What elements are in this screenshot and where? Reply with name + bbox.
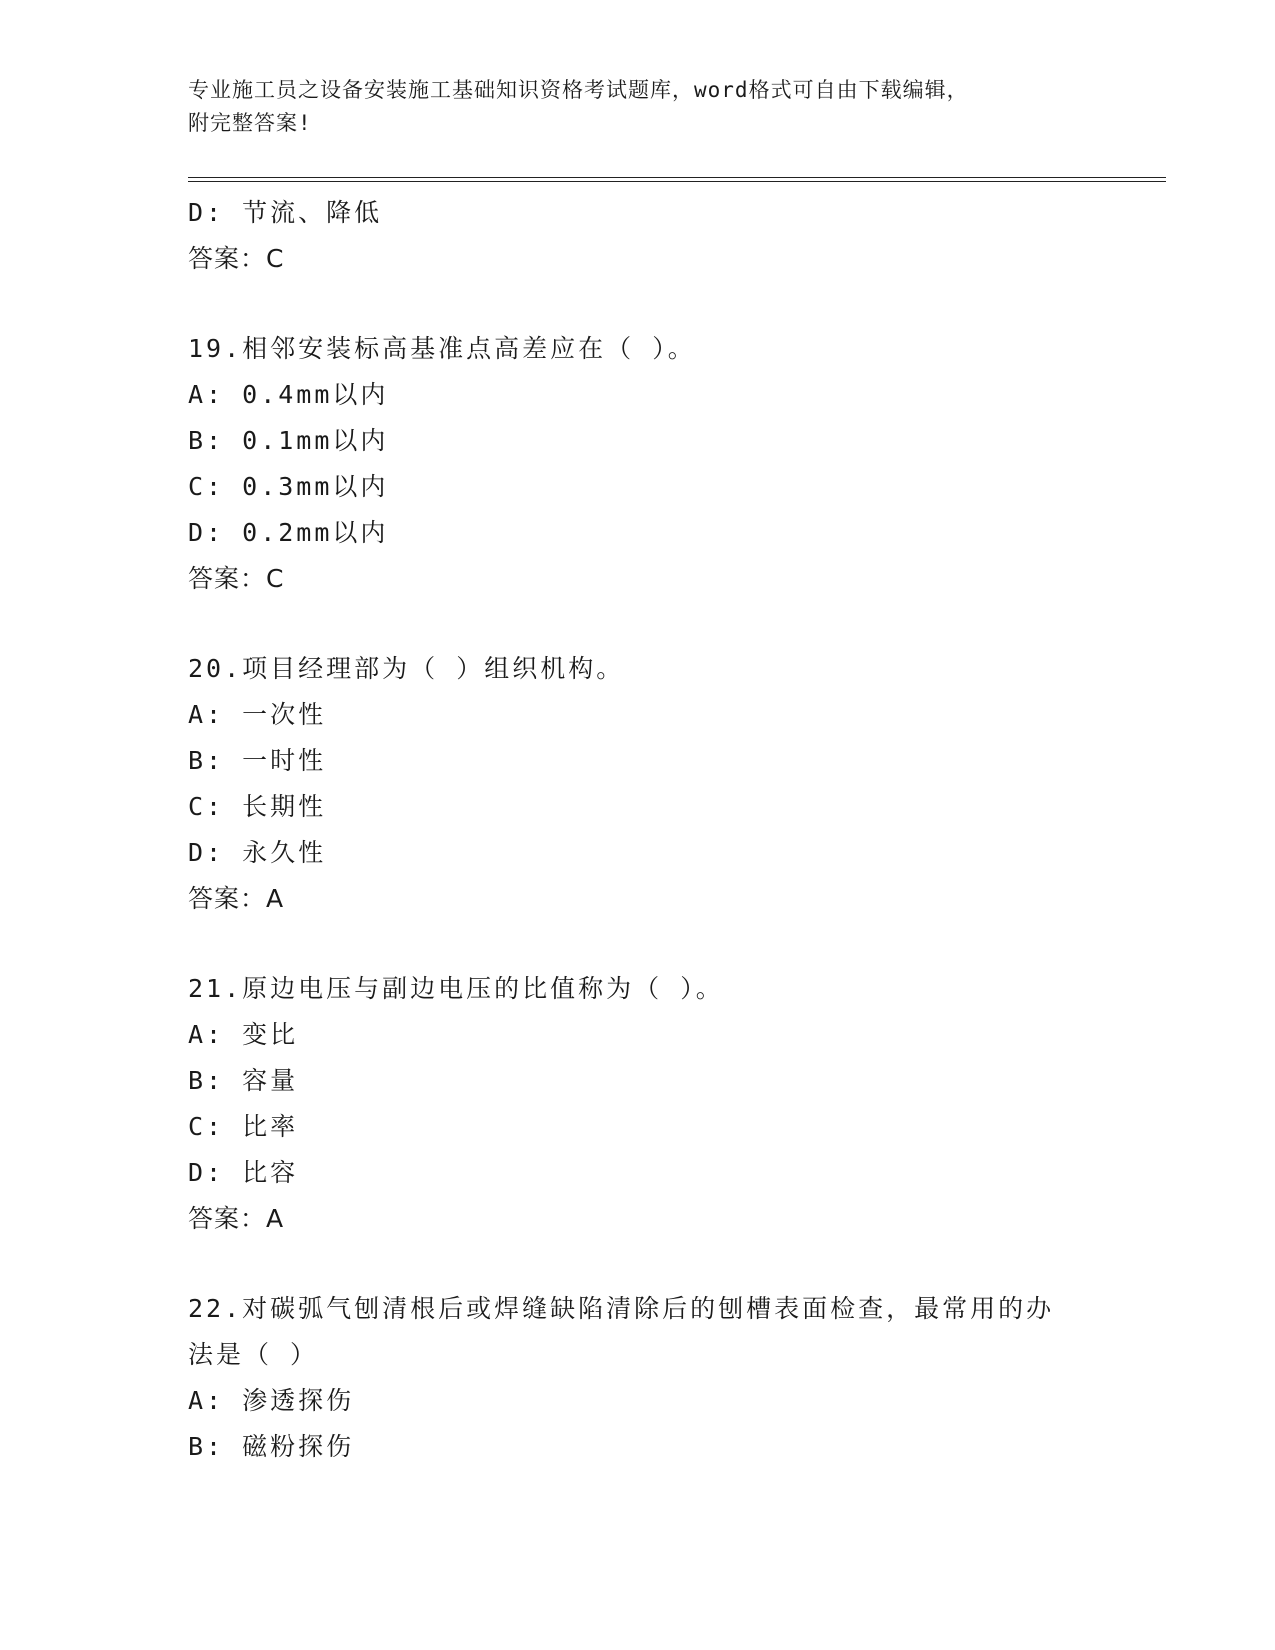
spacer [188, 1242, 1168, 1286]
question-stem: 21.原边电压与副边电压的比值称为（ ）。 [188, 974, 724, 1003]
question-list [188, 190, 1168, 1470]
option-b: B: 0.1mm以内 [188, 426, 389, 455]
option-d: D: 永久性 [188, 838, 327, 867]
question-20 [188, 646, 1168, 922]
answer-line: 答案：A [188, 1204, 285, 1233]
question-stem: 19.相邻安装标高基准点高差应在（ ）。 [188, 334, 696, 363]
answer-line: 答案：C [188, 564, 285, 593]
answer-line: 答案：C [188, 244, 285, 273]
option-c: C: 比率 [188, 1112, 299, 1141]
option-c: C: 0.3mm以内 [188, 472, 389, 501]
option-d: D: 节流、降低 [188, 198, 383, 227]
option-b: B: 一时性 [188, 746, 327, 775]
question-21 [188, 966, 1168, 1242]
question-19 [188, 326, 1168, 602]
option-a: A: 0.4mm以内 [188, 380, 389, 409]
option-b: B: 磁粉探伤 [188, 1432, 355, 1461]
option-d: D: 0.2mm以内 [188, 518, 389, 547]
spacer [188, 922, 1168, 966]
answer-line: 答案：A [188, 884, 285, 913]
question-stem-line-2: 法是（ ） [188, 1340, 319, 1369]
spacer [188, 282, 1168, 326]
header-line-1: 专业施工员之设备安装施工基础知识资格考试题库，word格式可自由下载编辑， [188, 78, 969, 102]
option-d: D: 比容 [188, 1158, 299, 1187]
header-line-2: 附完整答案! [188, 111, 312, 135]
header-divider [188, 177, 1166, 182]
option-c: C: 长期性 [188, 792, 327, 821]
option-b: B: 容量 [188, 1066, 299, 1095]
option-a: A: 一次性 [188, 700, 327, 729]
document-header [188, 74, 1088, 140]
question-stem-line-1: 22.对碳弧气刨清根后或焊缝缺陷清除后的刨槽表面检查，最常用的办 [188, 1294, 1055, 1323]
question-22 [188, 1286, 1168, 1470]
option-a: A: 变比 [188, 1020, 299, 1049]
option-a: A: 渗透探伤 [188, 1386, 355, 1415]
question-stem: 20.项目经理部为（ ）组织机构。 [188, 654, 625, 683]
spacer [188, 602, 1168, 646]
